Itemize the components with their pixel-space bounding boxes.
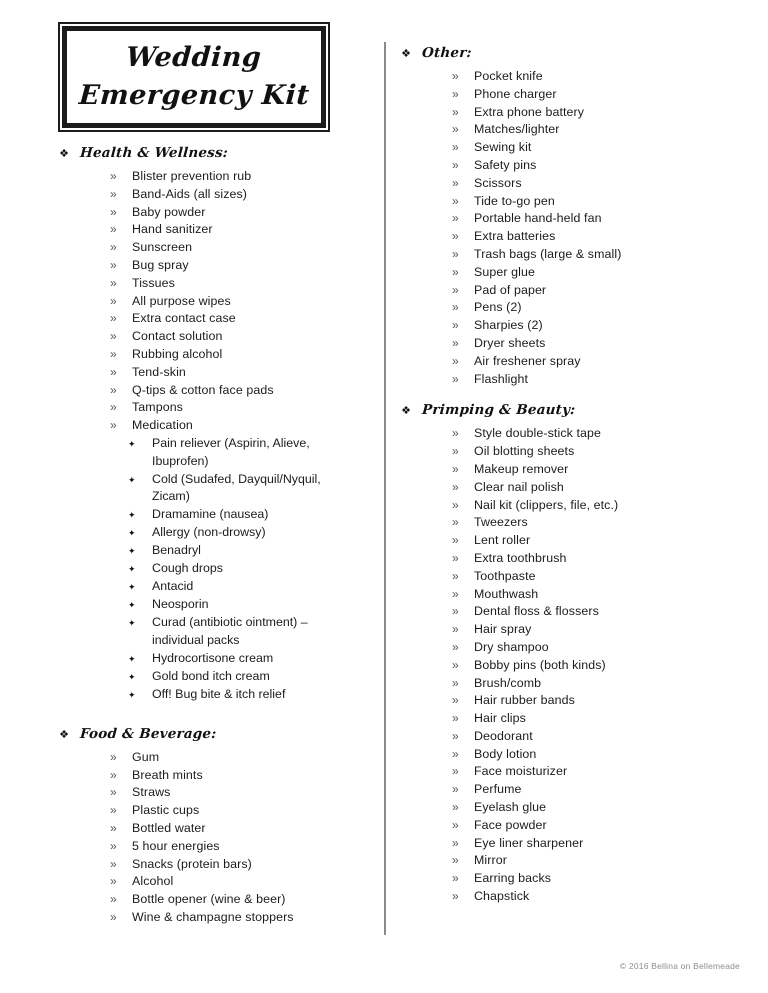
medication-sublist-item[interactable] [128,596,368,614]
checklist-item[interactable] [452,586,720,604]
section-heading-label: Primping & Beauty: [421,402,576,419]
checklist-item-label: Face powder [474,817,547,832]
double-angle-bullet-icon: » [452,586,459,601]
checklist-item[interactable] [452,746,720,764]
checklist-item-label: Gum [132,749,160,764]
checklist-item-label: Band-Aids (all sizes) [132,186,248,201]
checklist-item-label: Earring backs [474,871,552,886]
checklist-item[interactable] [452,335,720,353]
double-angle-bullet-icon: » [452,371,459,386]
double-angle-bullet-icon: » [452,568,459,583]
section [400,45,720,388]
checklist-item-label: Style double-stick tape [474,426,601,441]
double-angle-bullet-icon: » [452,550,459,565]
double-angle-bullet-icon: » [452,497,459,512]
checklist-item-label: Clear nail polish [474,479,564,494]
checklist-item[interactable] [110,364,368,382]
double-angle-bullet-icon: » [110,222,117,237]
checklist-item[interactable] [452,888,720,906]
checklist-item[interactable] [452,514,720,532]
checklist-item-label: Plastic cups [132,803,200,818]
checklist-item-label: Blister prevention rub [132,169,252,183]
checklist [400,425,720,906]
checklist-item[interactable] [110,856,368,874]
medication-sublist [58,435,368,704]
double-angle-bullet-icon: » [452,675,459,690]
double-angle-bullet-icon: » [452,871,459,886]
double-angle-bullet-icon: » [452,69,459,83]
checklist-item[interactable] [110,399,368,417]
checklist-item-label: Extra contact case [132,311,236,326]
double-angle-bullet-icon: » [452,622,459,637]
checklist-item[interactable] [452,675,720,693]
medication-sublist-item-label: Curad (antibiotic ointment) – individual packs [152,615,308,647]
medication-sublist-item[interactable] [128,650,368,668]
double-angle-bullet-icon: » [452,104,459,119]
section [58,726,368,927]
small-diamond-bullet-icon: ✦ [128,546,136,557]
diamond-bullet-icon: ❖ [59,148,69,160]
small-diamond-bullet-icon: ✦ [128,510,136,521]
medication-sublist-item-label: Antacid [152,579,194,594]
double-angle-bullet-icon: » [452,835,459,850]
checklist-item-label: Tissues [132,275,175,290]
double-angle-bullet-icon: » [452,229,459,244]
double-angle-bullet-icon: » [110,856,117,871]
checklist-item[interactable] [452,657,720,675]
checklist-item-label: Snacks (protein bars) [132,856,252,871]
medication-sublist-item[interactable] [128,614,368,650]
double-angle-bullet-icon: » [110,838,117,853]
checklist-item-label: Super glue [474,264,535,279]
double-angle-bullet-icon: » [452,746,459,761]
section-heading [400,45,720,62]
checklist-item[interactable] [452,568,720,586]
medication-sublist-item-label: Cough drops [152,561,223,576]
checklist-item[interactable] [452,121,720,139]
double-angle-bullet-icon: » [110,382,117,397]
double-angle-bullet-icon: » [110,749,117,764]
double-angle-bullet-icon: » [452,817,459,832]
checklist-item[interactable] [110,417,368,435]
checklist-item[interactable] [452,763,720,781]
checklist-item-label: Matches/lighter [474,122,560,137]
double-angle-bullet-icon: » [110,293,117,308]
checklist-item[interactable] [452,371,720,389]
double-angle-bullet-icon: » [452,122,459,137]
checklist-item-label: Bug spray [132,257,189,272]
checklist-item-label: Bobby pins (both kinds) [474,657,606,672]
double-angle-bullet-icon: » [452,86,459,101]
medication-sublist-item[interactable] [128,524,368,542]
checklist-item-label: Body lotion [474,746,537,761]
checklist-item-label: Phone charger [474,86,557,101]
checklist-item[interactable] [452,425,720,443]
checklist-item-label: Trash bags (large & small) [474,246,622,261]
checklist-item[interactable] [452,282,720,300]
checklist-item[interactable] [110,802,368,820]
double-angle-bullet-icon: » [452,604,459,619]
checklist-item[interactable] [110,382,368,400]
double-angle-bullet-icon: » [452,782,459,797]
checklist-item[interactable] [452,228,720,246]
checklist-item[interactable] [452,639,720,657]
double-angle-bullet-icon: » [452,175,459,190]
medication-sublist-item-label: Allergy (non-drowsy) [152,525,266,540]
checklist-item-label: Alcohol [132,874,174,889]
checklist-item-label: Tide to-go pen [474,193,555,208]
double-angle-bullet-icon: » [452,353,459,368]
double-angle-bullet-icon: » [452,889,459,904]
double-angle-bullet-icon: » [110,892,117,907]
checklist-item-label: Deodorant [474,728,533,743]
column-divider [384,42,386,935]
checklist-item[interactable] [452,621,720,639]
double-angle-bullet-icon: » [110,803,117,818]
checklist-item-label: Sunscreen [132,240,193,255]
section-heading [58,145,368,162]
checklist-item-label: Brush/comb [474,675,542,690]
double-angle-bullet-icon: » [110,329,117,344]
double-angle-bullet-icon: » [452,461,459,476]
section [400,402,720,906]
checklist-item[interactable] [452,497,720,515]
checklist-item[interactable] [110,820,368,838]
checklist-item[interactable] [452,68,720,86]
double-angle-bullet-icon: » [452,140,459,155]
checklist-item-label: Mirror [474,853,507,868]
double-angle-bullet-icon: » [452,515,459,530]
checklist-item-label: 5 hour energies [132,838,220,853]
checklist-item-label: Breath mints [132,767,203,782]
section-heading-label: Health & Wellness: [79,145,229,161]
checklist-item[interactable] [110,257,368,275]
double-angle-bullet-icon: » [452,711,459,726]
double-angle-bullet-icon: » [452,657,459,672]
checklist [58,749,368,927]
double-angle-bullet-icon: » [110,874,117,889]
checklist-item[interactable] [452,461,720,479]
checklist-item-label: Tampons [132,400,183,415]
checklist-item[interactable] [452,835,720,853]
checklist-item[interactable] [452,299,720,317]
checklist-item-label: Extra toothbrush [474,550,567,565]
checklist-item[interactable] [110,239,368,257]
checklist-item[interactable] [452,532,720,550]
double-angle-bullet-icon: » [452,764,459,779]
title-box-inner [62,26,326,128]
double-angle-bullet-icon: » [110,785,117,800]
checklist-item[interactable] [452,781,720,799]
checklist-item[interactable] [110,186,368,204]
checklist-item-label: Portable hand-held fan [474,211,602,226]
checklist-item-label: Extra batteries [474,229,556,244]
double-angle-bullet-icon: » [452,728,459,743]
medication-sublist-item[interactable] [128,560,368,578]
checklist-item-label: Straws [132,785,171,800]
checklist-item-label: Toothpaste [474,568,536,583]
section [58,145,368,704]
checklist-item[interactable] [452,353,720,371]
checklist-item[interactable] [110,909,368,927]
small-diamond-bullet-icon: ✦ [128,528,136,539]
checklist-item-label: Pad of paper [474,282,547,297]
small-diamond-bullet-icon: ✦ [128,653,136,664]
checklist-item[interactable] [452,175,720,193]
medication-sublist-item[interactable] [128,435,368,471]
medication-sublist-item[interactable] [128,668,368,686]
double-angle-bullet-icon: » [110,169,117,183]
checklist-item[interactable] [452,246,720,264]
medication-sublist-item[interactable] [128,578,368,596]
double-angle-bullet-icon: » [110,346,117,361]
double-angle-bullet-icon: » [110,909,117,924]
small-diamond-bullet-icon: ✦ [128,564,136,575]
section-heading [58,726,368,743]
checklist-item[interactable] [110,838,368,856]
checklist-item-label: Extra phone battery [474,104,585,119]
copyright-footer: © 2016 Bellina on Bellemeade [619,961,740,971]
medication-sublist-item-label: Cold (Sudafed, Dayquil/Nyquil, Zicam) [152,471,321,504]
medication-sublist-item[interactable] [128,686,368,704]
checklist-item[interactable] [110,891,368,909]
section-heading [400,402,720,419]
checklist-item[interactable] [110,168,368,186]
checklist-item[interactable] [110,873,368,891]
double-angle-bullet-icon: » [110,186,117,201]
checklist-item-label: Chapstick [474,889,530,904]
double-angle-bullet-icon: » [452,639,459,654]
small-diamond-bullet-icon: ✦ [128,689,136,700]
checklist-item-label: Contact solution [132,329,223,344]
checklist-item[interactable] [452,264,720,282]
double-angle-bullet-icon: » [452,246,459,261]
medication-sublist-item[interactable] [128,471,368,507]
small-diamond-bullet-icon: ✦ [128,618,136,629]
checklist-item-label: Scissors [474,175,522,190]
small-diamond-bullet-icon: ✦ [128,600,136,611]
medication-sublist-item[interactable] [128,542,368,560]
checklist-item[interactable] [110,749,368,767]
double-angle-bullet-icon: » [452,426,459,441]
checklist-item[interactable] [110,275,368,293]
page-title-line-2: Emergency Kit [77,80,311,111]
checklist-item-label: Safety pins [474,157,537,172]
checklist-item-label: Rubbing alcohol [132,346,223,361]
section-heading-label: Food & Beverage: [79,725,217,742]
double-angle-bullet-icon: » [110,240,117,255]
double-angle-bullet-icon: » [452,479,459,494]
double-angle-bullet-icon: » [452,444,459,459]
double-angle-bullet-icon: » [452,533,459,548]
diamond-bullet-icon: ❖ [401,405,411,418]
double-angle-bullet-icon: » [110,364,117,379]
checklist-item[interactable] [110,328,368,346]
double-angle-bullet-icon: » [452,211,459,226]
double-angle-bullet-icon: » [110,400,117,415]
checklist-item-label: Dryer sheets [474,335,546,350]
checklist-item[interactable] [110,310,368,328]
checklist-item[interactable] [452,817,720,835]
checklist-item-label: Tend-skin [132,364,186,379]
checklist-item-label: Hair rubber bands [474,693,575,708]
title-box [58,22,330,132]
medication-sublist-item-label: Off! Bug bite & itch relief [152,686,286,701]
double-angle-bullet-icon: » [452,193,459,208]
small-diamond-bullet-icon: ✦ [128,671,136,682]
checklist-item[interactable] [452,210,720,228]
diamond-bullet-icon: ❖ [401,48,411,60]
checklist-item[interactable] [452,852,720,870]
checklist-item-label: Perfume [474,782,522,797]
checklist-item[interactable] [452,317,720,335]
double-angle-bullet-icon: » [452,800,459,815]
checklist-item-label: Hair spray [474,622,532,637]
checklist [58,168,368,435]
checklist-item-label: Bottle opener (wine & beer) [132,892,286,907]
medication-sublist-item-label: Dramamine (nausea) [152,507,269,522]
checklist-item[interactable] [110,346,368,364]
double-angle-bullet-icon: » [110,204,117,219]
section-heading-label: Other: [421,45,473,61]
checklist-item[interactable] [110,293,368,311]
checklist-item[interactable] [452,710,720,728]
checklist [400,68,720,388]
double-angle-bullet-icon: » [452,282,459,297]
checklist-item[interactable] [452,799,720,817]
checklist-item-label: Medication [132,418,193,433]
small-diamond-bullet-icon: ✦ [128,438,136,449]
page-title-line-1: Wedding [125,42,263,73]
checklist-item[interactable] [110,767,368,785]
checklist-item-label: Nail kit (clippers, file, etc.) [474,497,619,512]
checklist-item[interactable] [452,86,720,104]
left-column [58,145,368,941]
checklist-item[interactable] [452,870,720,888]
double-angle-bullet-icon: » [110,767,117,782]
checklist-item-label: Air freshener spray [474,353,581,368]
checklist-item[interactable] [110,784,368,802]
checklist-item[interactable] [452,157,720,175]
double-angle-bullet-icon: » [110,418,117,433]
medication-sublist-item-label: Benadryl [152,543,201,558]
checklist-item-label: Oil blotting sheets [474,444,575,459]
medication-sublist-item-label: Gold bond itch cream [152,668,270,683]
checklist-item-label: Wine & champagne stoppers [132,909,294,924]
checklist-item[interactable] [452,139,720,157]
checklist-item[interactable] [452,193,720,211]
checklist-item-label: Eyelash glue [474,800,547,815]
medication-sublist-item[interactable] [128,506,368,524]
double-angle-bullet-icon: » [110,311,117,326]
checklist-item[interactable] [110,221,368,239]
checklist-item-label: Lent roller [474,533,531,548]
checklist-item-label: Tweezers [474,515,528,530]
checklist-item-label: Hand sanitizer [132,222,213,237]
double-angle-bullet-icon: » [452,335,459,350]
checklist-item[interactable] [452,104,720,122]
double-angle-bullet-icon: » [110,275,117,290]
checklist-item-label: All purpose wipes [132,293,231,308]
medication-sublist-item-label: Pain reliever (Aspirin, Alieve, Ibuprofen) [152,435,310,468]
checklist-item-label: Sewing kit [474,140,532,155]
double-angle-bullet-icon: » [452,264,459,279]
checklist-item-label: Makeup remover [474,461,569,476]
double-angle-bullet-icon: » [452,300,459,315]
small-diamond-bullet-icon: ✦ [128,474,136,485]
double-angle-bullet-icon: » [452,157,459,172]
double-angle-bullet-icon: » [110,257,117,272]
checklist-item-label: Dry shampoo [474,639,549,654]
medication-sublist-item-label: Hydrocortisone cream [152,650,274,665]
checklist-item-label: Mouthwash [474,586,539,601]
double-angle-bullet-icon: » [452,693,459,708]
double-angle-bullet-icon: » [110,820,117,835]
checklist-item[interactable] [452,443,720,461]
small-diamond-bullet-icon: ✦ [128,582,136,593]
double-angle-bullet-icon: » [452,853,459,868]
checklist-item-label: Flashlight [474,371,529,386]
checklist-item[interactable] [452,550,720,568]
checklist-item-label: Eye liner sharpener [474,835,584,850]
checklist-item-label: Q-tips & cotton face pads [132,382,274,397]
checklist-item[interactable] [110,204,368,222]
diamond-bullet-icon: ❖ [59,728,69,741]
checklist-item[interactable] [452,728,720,746]
checklist-item[interactable] [452,479,720,497]
checklist-item-label: Hair clips [474,711,526,726]
checklist-item[interactable] [452,692,720,710]
checklist-item-label: Bottled water [132,820,206,835]
double-angle-bullet-icon: » [452,318,459,333]
checklist-item-label: Pens (2) [474,300,522,315]
checklist-item-label: Baby powder [132,204,206,219]
right-column [400,45,720,920]
checklist-item-label: Sharpies (2) [474,318,543,333]
checklist-item-label: Face moisturizer [474,764,568,779]
checklist-item-label: Dental floss & flossers [474,604,599,619]
checklist-item[interactable] [452,603,720,621]
checklist-item-label: Pocket knife [474,69,543,83]
medication-sublist-item-label: Neosporin [152,597,209,612]
